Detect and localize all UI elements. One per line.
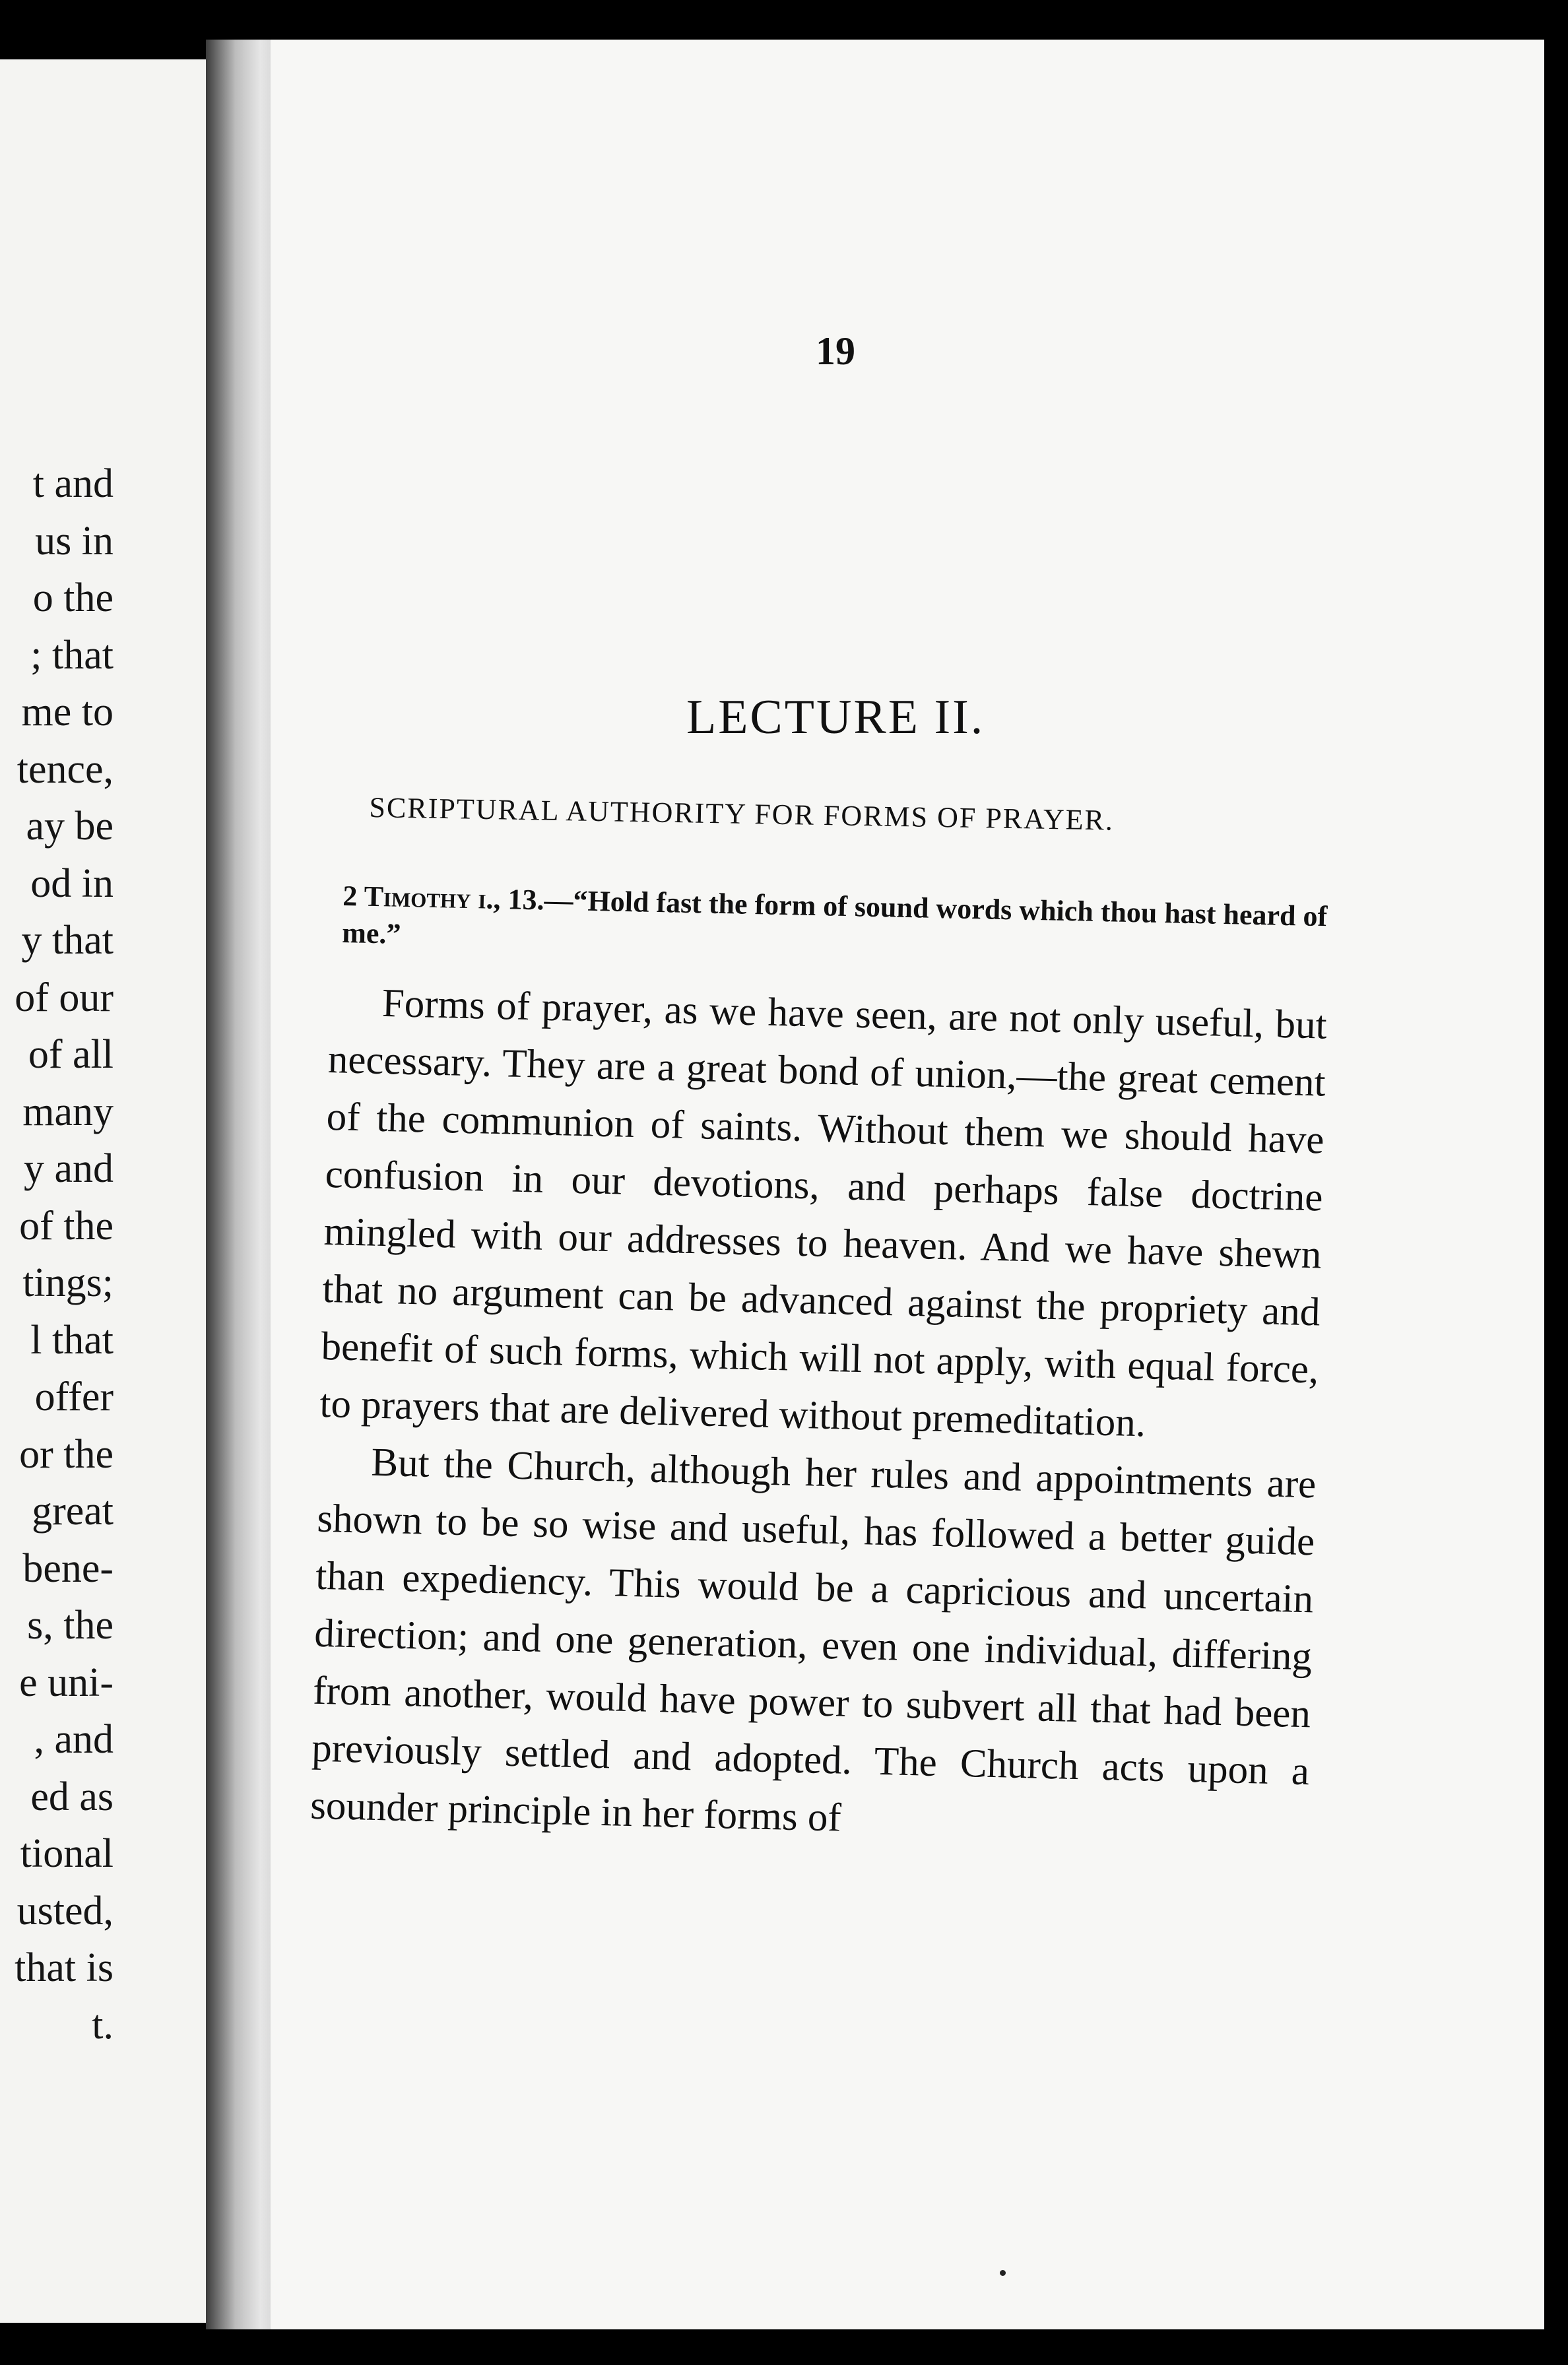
left-page-line: us in bbox=[35, 518, 114, 564]
left-page-line: t and bbox=[32, 461, 114, 506]
left-page-line: t. bbox=[92, 2002, 114, 2048]
left-page-line: bene- bbox=[22, 1545, 114, 1591]
left-page-line: , and bbox=[34, 1717, 114, 1762]
left-page-line: od in bbox=[30, 860, 114, 906]
left-page-line: e uni- bbox=[19, 1660, 114, 1705]
epigraph-reference: 2 Timothy i., 13. bbox=[342, 879, 545, 917]
epigraph-quote: —“Hold fast the form of sound words which thou hast heard of me.” bbox=[341, 884, 1328, 950]
left-page-line: tence, bbox=[16, 746, 114, 792]
left-page-line: l that bbox=[30, 1317, 114, 1363]
left-page-text-fragments bbox=[0, 455, 114, 2054]
body-text bbox=[310, 973, 1327, 1858]
left-page-line: tional bbox=[20, 1831, 114, 1876]
lecture-title: LECTURE II. bbox=[686, 690, 985, 744]
paragraph: Forms of prayer, as we have seen, are not only useful, but necessary. They are a great bond of union,—the great cement of the communion of saints. Without them we should have confusion in our devotions, and perhaps false doctrine mingled with our addresses to heaven. And we have shewn that no argument can be advanced against the propriety and benefit of such forms, which will not apply, with equal force, to prayers that are delivered without premeditation. bbox=[319, 981, 1328, 1446]
left-page-line: of the bbox=[19, 1203, 114, 1248]
left-page-line: ; that bbox=[30, 632, 114, 678]
left-page bbox=[0, 59, 206, 2323]
left-page-line: of our bbox=[15, 975, 114, 1020]
left-page-line: that is bbox=[15, 1945, 114, 1990]
left-page-line: of all bbox=[28, 1032, 114, 1077]
left-page-line: offer bbox=[34, 1375, 114, 1419]
left-page-line: great bbox=[32, 1489, 114, 1534]
left-page-line: ed as bbox=[30, 1774, 114, 1819]
left-page-line: many bbox=[22, 1089, 114, 1134]
lecture-subtitle: SCRIPTURAL AUTHORITY FOR FORMS OF PRAYER. bbox=[369, 791, 1115, 837]
left-page-line: y and bbox=[23, 1146, 114, 1191]
page-number: 19 bbox=[816, 329, 855, 373]
ink-speck bbox=[1000, 2270, 1006, 2276]
left-page-line: ay be bbox=[26, 804, 114, 849]
left-page-line: s, the bbox=[27, 1603, 114, 1648]
paragraph: But the Church, although her rules and appointments are shown to be so wise and useful, has followed a better guide than expediency. This would be a capricious and uncertain direction; and one generation, even one individual, differing from another, would have power to subvert all that had been previously settled and adopted. The Church acts upon a sounder principle in her forms of bbox=[310, 1440, 1317, 1840]
left-page-line: me to bbox=[21, 690, 114, 734]
left-page-line: usted, bbox=[16, 1888, 114, 1933]
left-page-line: tings; bbox=[22, 1260, 114, 1305]
left-page-line: or the bbox=[19, 1431, 114, 1477]
left-page-line: o the bbox=[32, 575, 114, 620]
left-page-line: y that bbox=[21, 918, 114, 963]
